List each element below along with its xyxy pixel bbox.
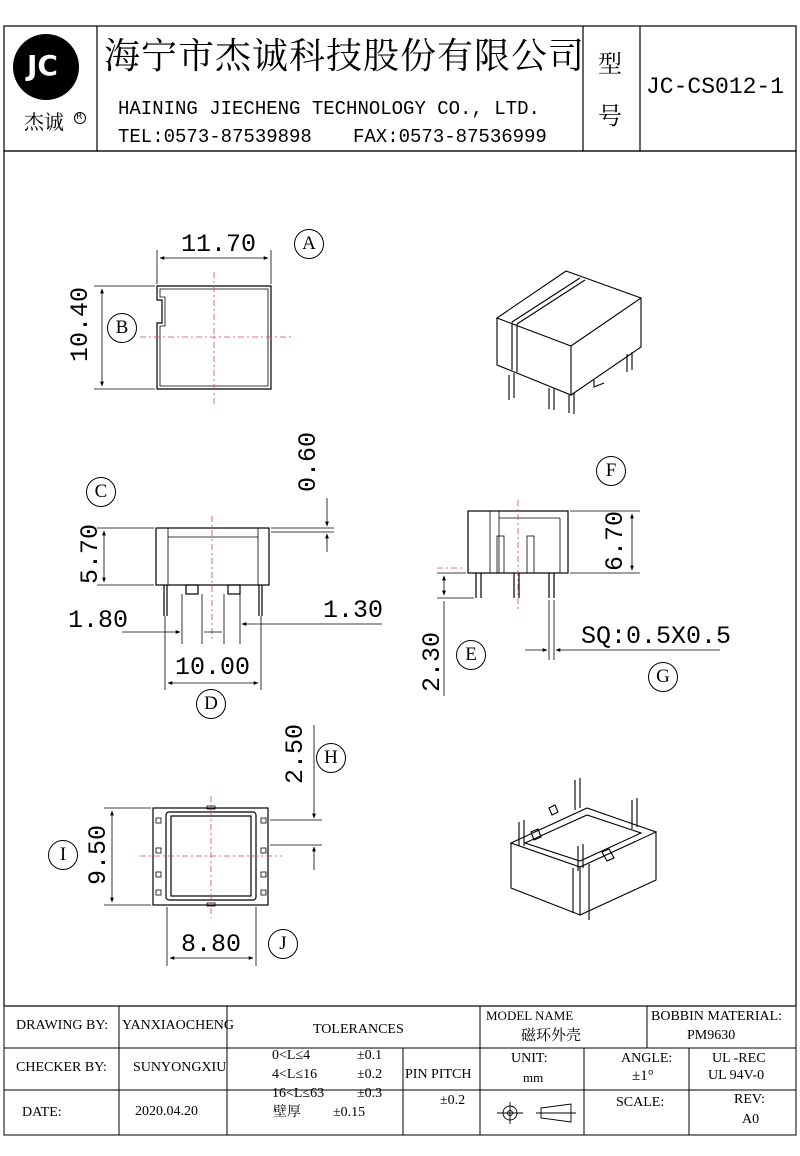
- ul-rec: UL -REC: [712, 1051, 766, 1066]
- tol-value-3: ±0.3: [357, 1086, 383, 1101]
- logo-name: 杰诚: [24, 110, 64, 134]
- dim-pin-gap-left: 1.80: [68, 606, 129, 635]
- tolerances-title: TOLERANCES: [313, 1022, 404, 1037]
- company-fax: FAX:0573-87536999: [353, 126, 547, 148]
- rev-label: REV:: [734, 1092, 765, 1107]
- bottom-view: [153, 808, 268, 905]
- view-label-d-text: D: [204, 693, 218, 714]
- drawing-by-label: DRAWING BY:: [16, 1018, 109, 1033]
- registered-mark: R: [76, 112, 83, 122]
- view-label-b: [107, 313, 137, 343]
- date-value: 2020.04.20: [135, 1104, 198, 1119]
- view-label-c: [86, 477, 116, 507]
- tol-value-4: ±0.15: [333, 1105, 366, 1120]
- view-label-f: [596, 456, 626, 486]
- dim-pin-protrusion: 0.60: [294, 431, 323, 492]
- model-label-2: 号: [598, 102, 622, 130]
- view-label-b-text: B: [115, 317, 129, 338]
- angle-value: ±1°: [632, 1068, 654, 1084]
- tol-value-2: ±0.2: [357, 1067, 383, 1082]
- iso-view-bottom: [511, 778, 656, 920]
- view-label-g: [648, 662, 678, 692]
- scale-label: SCALE:: [616, 1095, 665, 1110]
- checker-by-value: SUNYONGXIU: [133, 1060, 227, 1075]
- side-view-centerline: [437, 500, 518, 612]
- pin-pitch-value: ±0.2: [440, 1093, 466, 1108]
- dim-pin-span: 10.00: [175, 653, 251, 682]
- view-label-e-text: E: [465, 644, 477, 665]
- tol-range-1: 0<L≤4: [272, 1048, 311, 1063]
- view-label-j-text: J: [279, 933, 287, 954]
- date-label: DATE:: [22, 1105, 62, 1120]
- tol-range-3: 16<L≤63: [272, 1086, 325, 1101]
- view-label-c-text: C: [94, 481, 108, 502]
- view-label-a: [294, 229, 324, 259]
- view-label-e: [456, 640, 486, 670]
- bobbin-material-label: BOBBIN MATERIAL:: [651, 1009, 783, 1024]
- logo-mark: JC: [27, 49, 58, 82]
- view-label-h: [316, 743, 346, 773]
- drawing-border: [4, 151, 796, 1006]
- dim-bottom-height: 9.50: [84, 824, 113, 885]
- tol-range-2: 4<L≤16: [272, 1067, 318, 1082]
- model-label-1: 型: [598, 50, 622, 78]
- company-name-en: HAINING JIECHENG TECHNOLOGY CO., LTD.: [118, 98, 540, 120]
- ul-grade: UL 94V-0: [708, 1068, 765, 1083]
- angle-label: ANGLE:: [621, 1051, 673, 1066]
- view-label-i-text: I: [59, 844, 67, 865]
- company-name-cn: 海宁市杰诚科技股份有限公司: [104, 36, 586, 76]
- front-view: [156, 528, 269, 616]
- view-label-j: [268, 929, 298, 959]
- dim-pin-gap-right: 1.30: [323, 596, 384, 625]
- view-label-g-text: G: [656, 666, 670, 687]
- view-label-h-text: H: [324, 747, 338, 768]
- view-label-d: [196, 689, 226, 719]
- bottom-view-centerlines: [140, 796, 282, 918]
- dim-side-height: 6.70: [601, 510, 630, 571]
- side-view-dims: [437, 511, 720, 696]
- dim-pin-length: 2.30: [418, 631, 447, 692]
- checker-by-label: CHECKER BY:: [16, 1060, 107, 1075]
- view-label-f-text: F: [605, 460, 617, 481]
- rev-value: A0: [742, 1112, 760, 1127]
- bobbin-material-value: PM9630: [687, 1028, 736, 1043]
- view-label-i: [48, 840, 78, 870]
- iso-view-top: [497, 271, 641, 414]
- dim-pin-section: SQ:0.5X0.5: [581, 622, 732, 651]
- unit-label: UNIT:: [511, 1051, 548, 1066]
- dim-width-top: 11.70: [181, 230, 257, 259]
- dim-height-top: 10.40: [66, 286, 95, 362]
- projection-symbol: [497, 1102, 576, 1124]
- dim-bottom-offset: 2.50: [281, 723, 310, 784]
- model-name-label: MODEL NAME: [486, 1008, 574, 1023]
- dim-body-height: 5.70: [76, 523, 105, 584]
- company-tel: TEL:0573-87539898: [118, 126, 312, 148]
- view-label-a-text: A: [302, 233, 316, 254]
- tol-range-4: 壁厚: [273, 1105, 301, 1120]
- pin-pitch-label: PIN PITCH: [405, 1067, 472, 1082]
- dim-bottom-width: 8.80: [181, 930, 242, 959]
- model-name-value: 磁环外壳: [521, 1026, 582, 1044]
- drawing-by-value: YANXIAOCHENG: [122, 1018, 234, 1033]
- model-number: JC-CS012-1: [646, 74, 785, 100]
- tol-value-1: ±0.1: [357, 1048, 383, 1063]
- unit-value: mm: [523, 1070, 544, 1085]
